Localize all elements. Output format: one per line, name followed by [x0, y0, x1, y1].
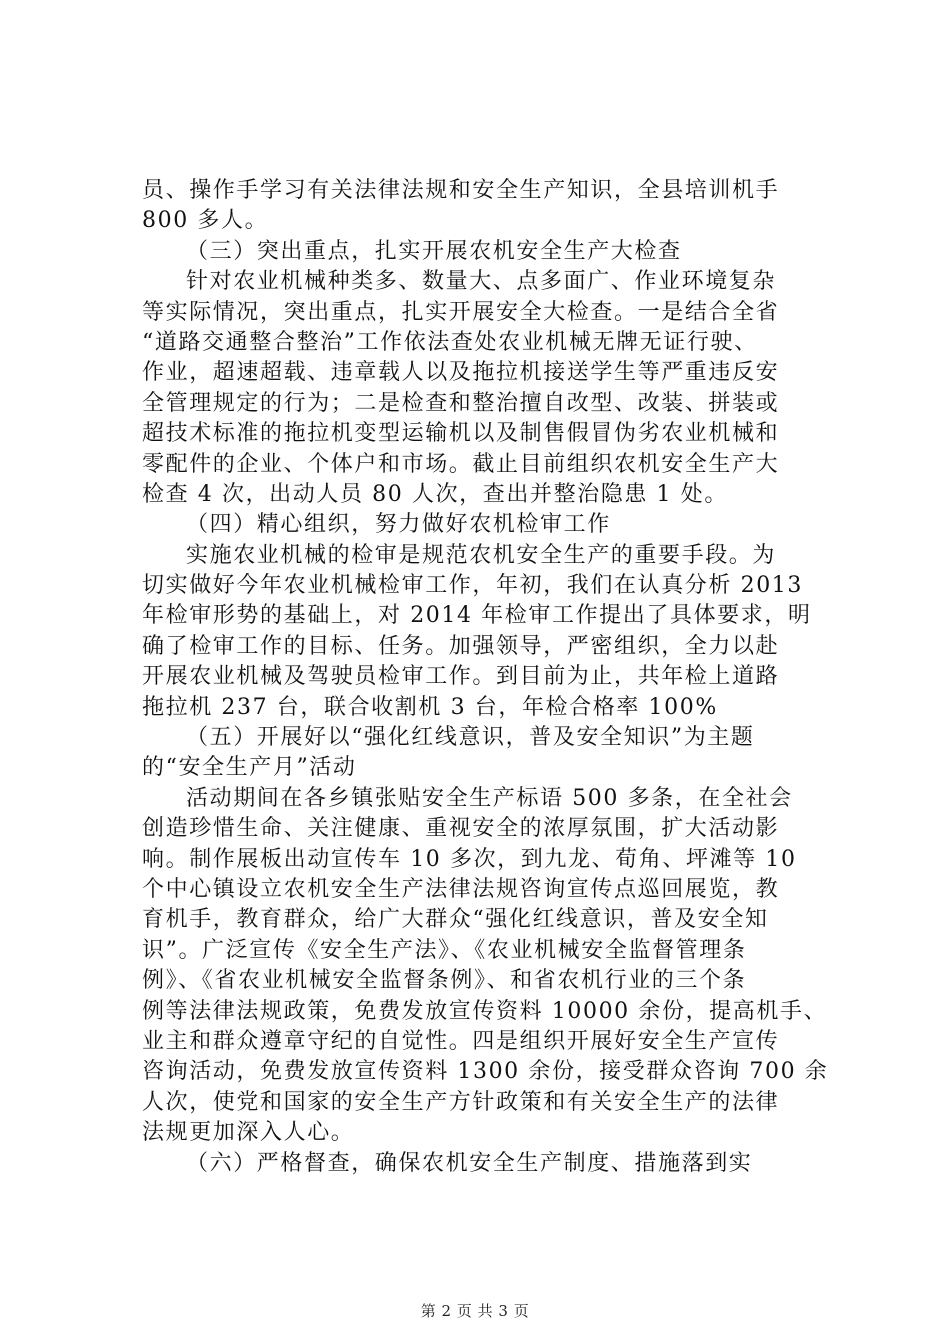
text-line: 拖拉机 237 台，联合收割机 3 台，年检合格率 100% [142, 694, 718, 720]
text-line: （四）精心组织，努力做好农机检审工作 [186, 512, 611, 538]
text-line: 检查 4 次，出动人员 80 人次，查出并整治隐患 1 处。 [142, 481, 728, 507]
text-line: 零配件的企业、个体户和市场。截止目前组织农机安全生产大 [142, 451, 780, 477]
text-line: 针对农业机械种类多、数量大、点多面广、作业环境复杂 [186, 269, 777, 295]
text-line: 年检审形势的基础上，对 2014 年检审工作提出了具体要求，明 [142, 603, 812, 629]
text-line: 员、操作手学习有关法律法规和安全生产知识，全县培训机手 [142, 178, 780, 203]
text-line: 业主和群众遵章守纪的自觉性。四是组织开展好安全生产宣传 [142, 1028, 780, 1054]
text-line: 例》、《省农业机械安全监督条例》、和省农机行业的三个条 [142, 968, 747, 994]
text-line: 咨询活动，免费发放宣传资料 1300 余份，接受群众咨询 700 余 [142, 1059, 829, 1085]
text-line: 作业，超速超载、违章载人以及拖拉机接送学生等严重违反安 [142, 360, 780, 386]
document-body [142, 176, 842, 1179]
text-line: 切实做好今年农业机械检审工作，年初，我们在认真分析 2013 [142, 573, 803, 599]
text-line: 800 多人。 [142, 208, 269, 234]
text-line: （六）严格督查，确保农机安全生产制度、措施落到实 [186, 1150, 753, 1176]
text-line: 例等法律法规政策，免费发放宣传资料 10000 余份，提高机手、 [142, 998, 828, 1024]
page-footer: 第 2 页 共 3 页 [420, 1302, 530, 1320]
text-line: 超技术标准的拖拉机变型运输机以及制售假冒伪劣农业机械和 [142, 421, 780, 447]
text-line: 的“安全生产月”活动 [142, 755, 357, 781]
text-line: 个中心镇设立农机安全生产法律法规咨询宣传点巡回展览，教 [142, 876, 780, 902]
text-line: 法规更加深入人心。 [142, 1120, 355, 1146]
text-line: 开展农业机械及驾驶员检审工作。到目前为止，共年检上道路 [142, 664, 780, 690]
text-line: 人次，使党和国家的安全生产方针政策和有关安全生产的法律 [142, 1089, 780, 1115]
text-line: （三）突出重点，扎实开展农机安全生产大检查 [186, 238, 682, 264]
text-line: “道路交通整合整治”工作依法查处农业机械无牌无证行驶、 [142, 329, 758, 355]
text-line: 等实际情况，突出重点，扎实开展安全大检查。一是结合全省 [142, 299, 780, 325]
text-line: 全管理规定的行为；二是检查和整治擅自改型、改装、拼装或 [142, 390, 780, 416]
text-line: 识”。广泛宣传《安全生产法》、《农业机械安全监督管理条 [142, 937, 747, 963]
text-line: 实施农业机械的检审是规范农机安全生产的重要手段。为 [186, 542, 777, 568]
text-line: （五）开展好以“强化红线意识，普及安全知识”为主题 [186, 725, 755, 751]
text-line: 活动期间在各乡镇张贴安全生产标语 500 多条，在全社会 [186, 785, 793, 811]
text-line: 创造珍惜生命、关注健康、重视安全的浓厚氛围，扩大活动影 [142, 816, 780, 842]
text-line: 确了检审工作的目标、任务。加强领导，严密组织，全力以赴 [142, 633, 780, 659]
text-line: 育机手，教育群众，给广大群众“强化红线意识，普及安全知 [142, 907, 769, 933]
text-line: 响。制作展板出动宣传车 10 多次，到九龙、荀角、坪滩等 10 [142, 846, 797, 872]
